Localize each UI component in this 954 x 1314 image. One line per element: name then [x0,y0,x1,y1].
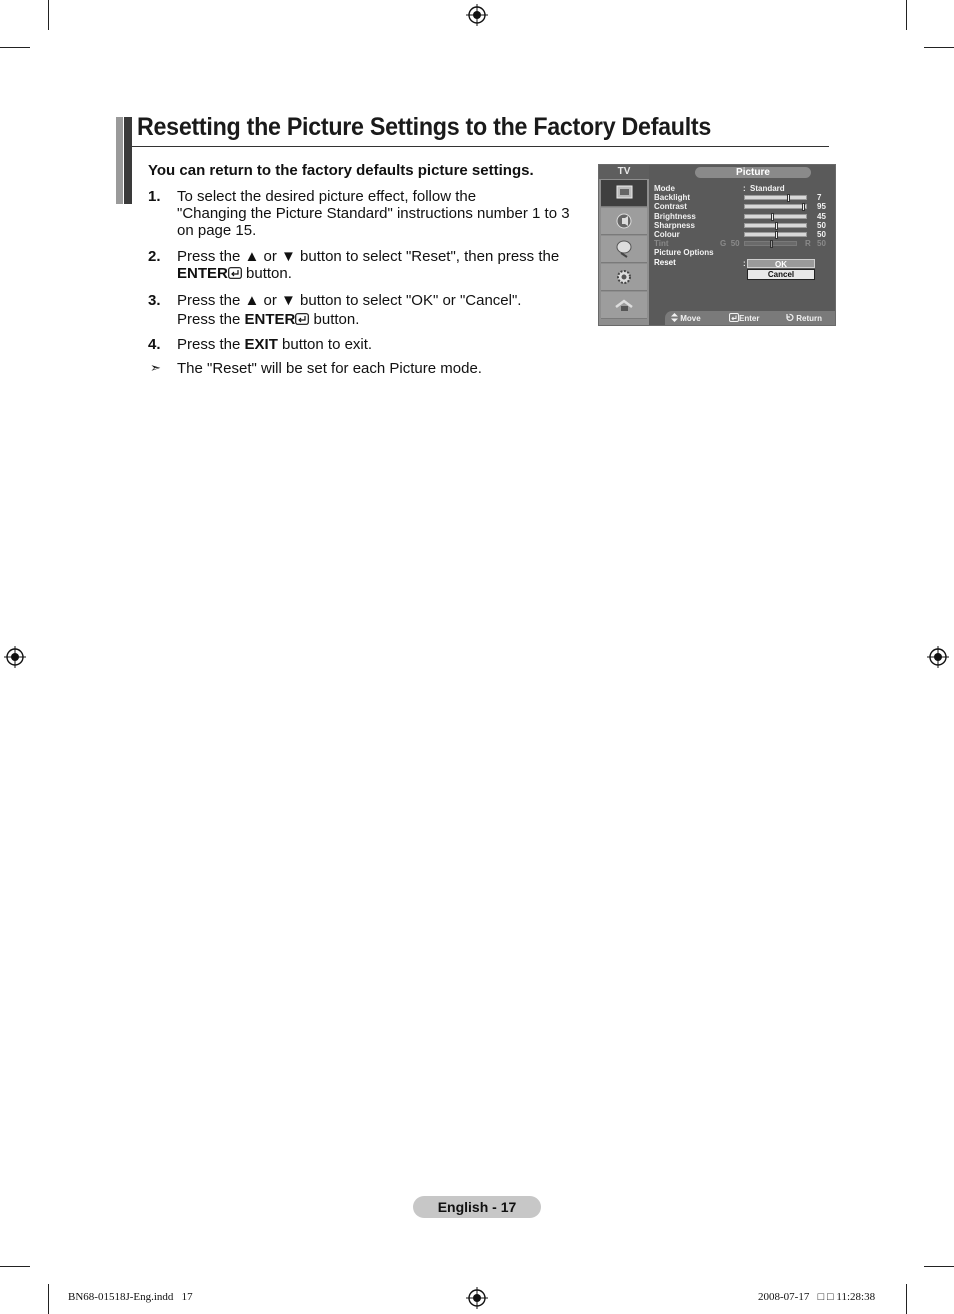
tint-r-value: 50 [817,239,826,248]
registration-mark-icon [4,646,26,668]
page-title: Resetting the Picture Settings to the Factory Defaults [137,113,712,141]
enter-icon [228,266,242,278]
picture-options-item[interactable]: Picture Options [654,248,714,257]
contrast-label: Contrast [654,202,687,211]
mode-label: Mode [654,184,675,193]
step-prefix: Press the [177,336,245,353]
slider-thumb[interactable] [775,222,778,230]
crop-mark [924,1266,954,1267]
enter-icon [729,313,739,322]
return-icon [785,313,794,322]
slider-thumb[interactable] [771,213,774,221]
step-line: Press the ▲ or ▼ button to select "OK" or "Cancel". [177,292,522,309]
step-line: To select the desired picture effect, follow the [177,188,477,205]
move-label: Move [680,314,701,323]
title-accent-bar [116,117,123,204]
brightness-slider[interactable] [744,214,807,219]
backlight-slider[interactable] [744,195,807,200]
tint-g-label [720,239,740,248]
sharpness-slider[interactable] [744,223,807,228]
updown-icon [671,313,678,322]
colour-label: Colour [654,230,680,239]
step-number: 4. [148,336,161,353]
enter-label: ENTER [177,265,228,282]
step-suffix: button. [241,265,292,282]
tv-menu-screenshot [598,164,836,326]
mode-colon: : [743,184,746,193]
crop-mark [0,47,30,48]
sound-menu-icon [601,208,647,235]
backlight-label: Backlight [654,193,691,202]
tint-g-letter: G [720,239,727,248]
step-line: on page 15. [177,222,257,239]
date-slug: 2008-07-17 □ □ 11:28:38 [758,1291,876,1303]
step-number: 1. [148,188,161,205]
step-line [177,311,577,328]
sharpness-label: Sharpness [654,221,695,230]
mode-value: Standard [750,184,785,193]
enter-icon [295,312,309,324]
picture-menu-icon [601,180,647,207]
sharpness-value: 50 [817,221,826,230]
return-hint [785,313,822,324]
menu-header: Picture [695,167,811,178]
step-text [177,336,577,353]
crop-mark [48,1284,49,1314]
title-underline [132,146,829,147]
tv-label: TV [599,165,649,179]
input-menu-icon [601,292,647,319]
crop-mark [924,47,954,48]
registration-mark-icon [927,646,949,668]
return-label: Return [796,314,823,323]
menu-sidebar [599,165,649,325]
step-text [177,292,577,328]
colour-slider[interactable] [744,232,807,237]
setup-menu-icon [601,264,647,291]
step-text [177,188,577,239]
note-arrow-icon: ➣ [150,360,161,375]
step-line: "Changing the Picture Standard" instructions number 1 to 3 [177,205,570,222]
picture-menu-panel [649,165,835,325]
step-number: 2. [148,248,161,265]
enter-label: ENTER [244,311,296,328]
registration-mark-icon [466,4,488,26]
move-hint [671,313,701,324]
title-accent-bar [124,117,132,204]
step-suffix: button to exit. [277,336,373,353]
enter-label: Enter [739,314,760,323]
cancel-option[interactable]: Cancel [747,269,815,280]
step-suffix: button. [309,311,360,328]
intro-text: You can return to the factory defaults picture settings. [148,162,534,179]
step-line [177,265,577,282]
file-slug: BN68-01518J-Eng.indd 17 [68,1291,193,1303]
backlight-value: 7 [817,193,822,202]
crop-mark [0,1266,30,1267]
crop-mark [906,0,907,30]
step-line: Press the ▲ or ▼ button to select "Reset", then press the [177,248,560,265]
slider-thumb[interactable] [775,231,778,239]
tint-r-letter: R [805,239,811,248]
exit-label: EXIT [244,336,278,353]
step-text [177,248,577,282]
contrast-slider[interactable] [744,204,807,209]
reset-colon: : [743,259,746,268]
slider-thumb[interactable] [770,240,773,248]
registration-mark-icon [466,1287,488,1309]
ok-option[interactable]: OK [747,259,815,268]
crop-mark [48,0,49,30]
contrast-value: 95 [817,202,826,211]
slider-thumb[interactable] [787,194,790,202]
step-prefix: Press the [177,311,245,328]
tint-slider[interactable] [744,241,797,246]
note-text: The "Reset" will be set for each Picture mode. [177,360,482,377]
tint-g-value: 50 [730,239,740,248]
colour-value: 50 [817,230,826,239]
brightness-value: 45 [817,212,826,221]
step-number: 3. [148,292,161,309]
page-number-badge: English - 17 [413,1196,541,1218]
tint-label: Tint [654,239,669,248]
menu-footer [665,311,835,325]
crop-mark [906,1284,907,1314]
brightness-label: Brightness [654,212,696,221]
enter-hint [729,313,759,324]
slider-thumb[interactable] [802,203,805,211]
channel-menu-icon [601,236,647,263]
reset-item[interactable]: Reset [654,258,676,267]
